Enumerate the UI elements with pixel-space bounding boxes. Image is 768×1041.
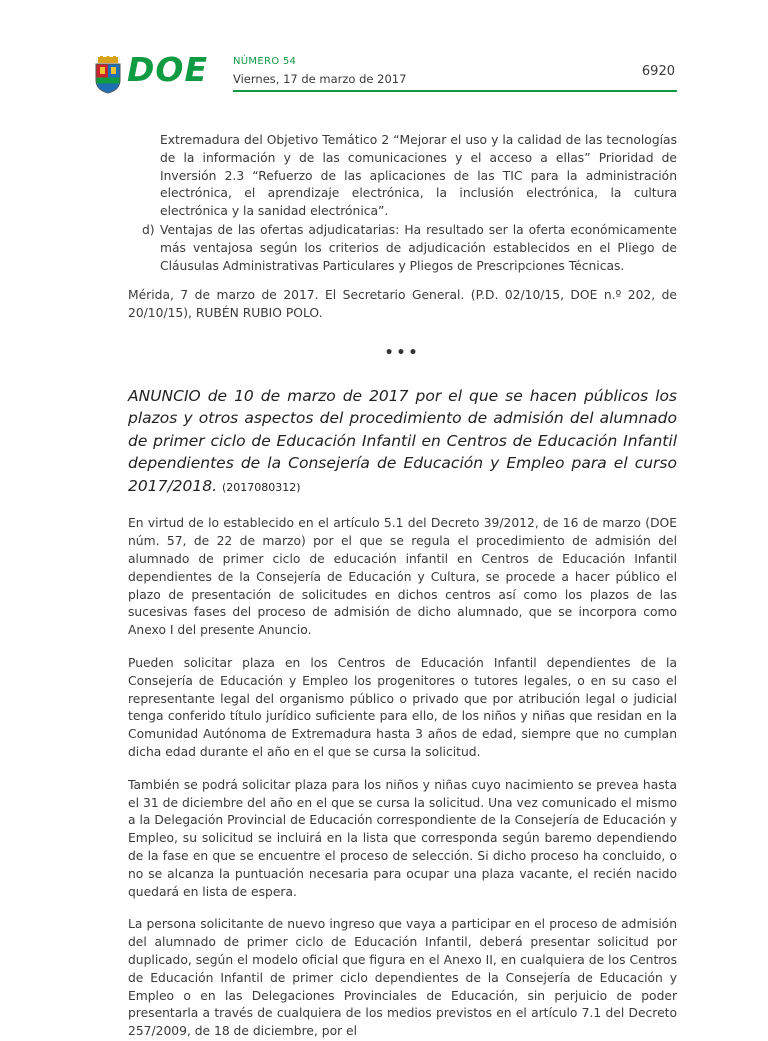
page-number: 6920 <box>641 64 675 79</box>
issue-date: Viernes, 17 de marzo de 2017 <box>233 72 407 86</box>
document-body <box>128 132 677 1041</box>
list-item-d <box>128 222 677 275</box>
paragraph: La persona solicitante de nuevo ingreso que vaya a participar en el proceso de admisión del alumnado de primer ciclo de Educación Infantil, deberá presentar solicitud por duplicado, según el modelo oficial que figura en el Anexo II, en cualquiera de los Centros de Educación Infantil de primer ciclo dependientes de la Consejería de Educación y Empleo o en las Delegaciones Provinciales de Educación, sin perjuicio de poder presentarla a través de cualquiera de los medios previstos en el artículo 7.1 del Decreto 257/2009, de 18 de diciembre, por el <box>128 917 677 1039</box>
header-rule <box>233 90 677 92</box>
doe-logo-text: DOE <box>127 50 208 89</box>
coat-of-arms-icon <box>93 56 123 94</box>
announcement-title <box>128 385 677 500</box>
paragraph: Pueden solicitar plaza en los Centros de Educación Infantil dependientes de la Consejería de Educación y Empleo los progenitores o tutores legales, o en su caso el representante legal del organismo público o privado que por atribución legal o judicial tenga conferido título jurídico suficiente para ello, de los niños y niñas que residan en la Comunidad Autónoma de Extremadura hasta 3 años de edad, siempre que no cumplan dicha edad durante el año en el que se cursa la solicitud. <box>128 656 677 760</box>
issue-number: NÚMERO 54 <box>233 56 297 67</box>
paragraph: En virtud de lo establecido en el artículo 5.1 del Decreto 39/2012, de 16 de marzo (DOE núm. 57, de 22 de marzo) por el que se regula el procedimiento de admisión del alumnado de primer ciclo de educación infantil en Centros de Educación Infantil dependientes de la Consejería de Educación y Cultura, se procede a hacer público el plazo de presentación de solicitudes en dichos centros así como los plazos de las sucesivas fases del proceso de admisión de dicho alumnado, que se incorpora como Anexo I del presente Anuncio. <box>128 516 677 638</box>
previous-item-continuation: Extremadura del Objetivo Temático 2 “Mejorar el uso y la calidad de las tecnologías de la información y de las comunicaciones y el acceso a ellas” Prioridad de Inversión 2.3 “Refuerzo de las aplicaciones de las TIC para la administración electrónica, el aprendizaje electrónica, la inclusión electrónica, la cultura electrónica y la sanidad electrónica”. <box>160 133 677 219</box>
page-header <box>93 52 677 94</box>
list-text: Ventajas de las ofertas adjudicatarias: Ha resultado ser la oferta económicamente más ventajosa según los criterios de adjudicación establecidos en el Pliego de Cláusulas Administrativas Particulares y Pliegos de Prescripciones Técnicas. <box>160 222 677 273</box>
announcement-code: (2017080312) <box>221 480 301 494</box>
list-letter: d) <box>142 222 155 237</box>
section-separator: ••• <box>384 344 421 361</box>
paragraph: También se podrá solicitar plaza para los niños y niñas cuyo nacimiento se prevea hasta el 31 de diciembre del año en el que se cursa la solicitud. Una vez comunicado el mismo a la Delegación Provincial de Educación correspondiente de la Consejería de Educación y Empleo, su solicitud se incluirá en la lista que corresponda según baremo dependiendo de la fase en que se encuentre el proceso de selección. Si dicho proceso ha concluido, o no se alcanza la puntuación necesaria para ocupar una plaza vacante, el recién nacido quedará en lista de espera. <box>128 777 677 899</box>
signature-line: Mérida, 7 de marzo de 2017. El Secretario General. (P.D. 02/10/15, DOE n.º 202, de 20/10/15), RUBÉN RUBIO POLO. <box>128 288 677 321</box>
announcement-title-text: ANUNCIO de 10 de marzo de 2017 por el que se hacen públicos los plazos y otros aspectos del procedimiento de admisión del alumnado de primer ciclo de Educación Infantil en Centros de Educación Infantil dependientes de la Consejería de Educación y Empleo para el curso 2017/2018. <box>128 386 677 495</box>
